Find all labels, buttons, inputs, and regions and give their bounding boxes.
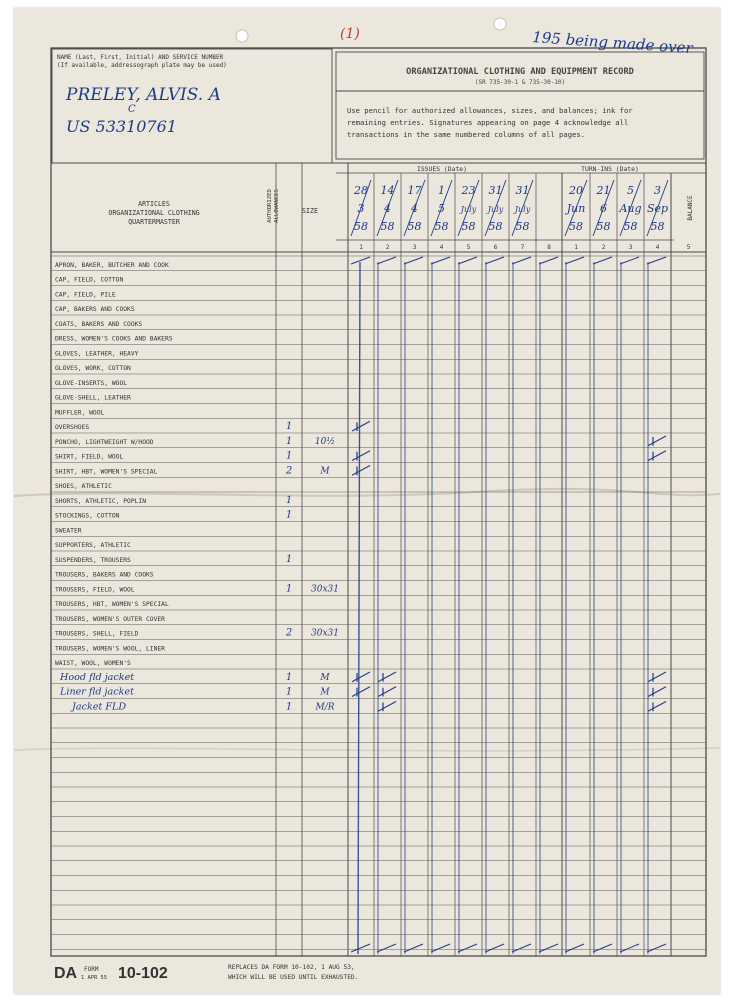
date-part: 4 [411, 202, 418, 215]
allowance-value: 1 [285, 450, 293, 462]
turnin-ink-tick [620, 944, 639, 952]
article-row-label: GLOVE-INSERTS, WOOL [55, 379, 128, 387]
allowance-value: 1 [285, 494, 293, 506]
issue-date-3 [404, 180, 425, 236]
size-value: M [320, 466, 330, 477]
issue-ink-tick [539, 257, 558, 264]
date-entries [351, 180, 668, 236]
issue-ink-tick [404, 257, 423, 264]
date-part: July [460, 205, 477, 214]
instruction-line-2: remaining entries. Signatures appearing on page 4 acknowledge all [347, 118, 629, 127]
date-part: 31 [488, 184, 503, 197]
articles-header-line-1: ARTICLES [138, 200, 170, 208]
turnin-ink-tick [593, 944, 612, 952]
turnin-ink-tick [565, 257, 584, 264]
punch-hole-left [236, 30, 248, 42]
issue-ink-tick [512, 257, 531, 264]
turnin-tally-mark [648, 436, 666, 446]
issue-ink-tick [431, 944, 450, 952]
ink-marks [351, 257, 666, 954]
turnins-header: TURN-INS (Date) [581, 165, 639, 173]
article-row-label: OVERSHOES [55, 424, 90, 431]
issue-ink-tick [539, 944, 558, 952]
fold-crease-lower [14, 748, 720, 751]
issue-column-number: 6 [493, 244, 498, 251]
date-part: 28 [354, 184, 368, 197]
article-row-label: CAP, FIELD, COTTON [55, 276, 124, 284]
date-part: 3 [357, 202, 365, 215]
size-header: SIZE [302, 207, 318, 215]
article-row-label: TROUSERS, HBT, WOMEN'S SPECIAL [55, 601, 169, 608]
article-row-label: SWEATER [55, 527, 82, 535]
article-row-label: SHOES, ATHLETIC [55, 483, 112, 490]
date-part: 58 [650, 220, 665, 233]
date-part: 31 [515, 184, 530, 197]
allowance-value: 1 [285, 421, 293, 432]
date-part: 4 [384, 202, 391, 215]
article-row-label: GLOVES, WORK, COTTON [55, 365, 131, 372]
turnin-tally-mark [648, 672, 666, 682]
date-part: 58 [407, 220, 422, 233]
issue-ink-tick [351, 944, 370, 952]
article-row-label: TROUSERS, FIELD, WOOL [55, 586, 135, 594]
allowance-value: 1 [285, 435, 293, 447]
form-number: 10-102 [118, 965, 168, 982]
turnin-column-number: 2 [601, 244, 606, 251]
date-part: 58 [623, 220, 638, 233]
article-row-label: CAP, FIELD, PILE [55, 291, 116, 299]
issue-column-number: 5 [466, 244, 471, 251]
form-prefix: DA [54, 965, 78, 982]
article-row-label: Hood fld jacket [60, 671, 135, 683]
issue-ink-line [358, 262, 360, 954]
issue-column-number: 4 [439, 244, 444, 251]
column-numbers [359, 244, 691, 251]
size-value: M/R [315, 702, 335, 713]
article-row-label: GLOVES, LEATHER, HEAVY [55, 350, 139, 358]
fold-crease [14, 489, 720, 496]
issue-tally-mark [378, 702, 396, 712]
issue-ink-tick [404, 944, 423, 952]
articles-header-line-3: QUARTERMASTER [128, 218, 180, 226]
issue-tally-mark [378, 687, 396, 697]
replaces-line-2: WHICH WILL BE USED UNTIL EXHAUSTED. [228, 974, 359, 981]
issue-tally-mark [352, 687, 370, 697]
article-row-label: TROUSERS, SHELL, FIELD [55, 630, 139, 638]
date-part: Sep [646, 202, 669, 215]
issue-column-number: 7 [520, 244, 525, 251]
date-part: 58 [596, 220, 611, 233]
date-part: 58 [569, 220, 583, 233]
article-row-label: SHIRT, FIELD, WOOL [55, 453, 124, 461]
date-part: 1 [438, 184, 445, 197]
allowance-value: 2 [285, 465, 293, 477]
turnin-ink-tick [647, 944, 666, 952]
turnin-ink-tick [620, 257, 639, 264]
allowance-value: 2 [285, 627, 293, 639]
article-row-label: CAP, BAKERS AND COOKS [55, 306, 135, 313]
form-reference: (SR 735-30-1 & 735-30-10) [474, 79, 566, 86]
date-part: 5 [438, 202, 445, 215]
name-note: (If available, addressograph plate may be used) [57, 62, 227, 69]
allowances-header-line-2: ALLOWANCES [274, 189, 280, 223]
issue-ink-tick [377, 257, 396, 264]
issue-tally-mark [352, 466, 370, 476]
page-number-mark: (1) [340, 26, 360, 42]
date-part: 5 [627, 184, 634, 197]
turnin-tally-mark [648, 702, 666, 712]
issue-ink-tick [377, 944, 396, 952]
article-row-label: STOCKINGS, COTTON [55, 512, 120, 520]
article-row-label: PONCHO, LIGHTWEIGHT W/HOOD [55, 438, 154, 446]
instruction-line-1: Use pencil for authorized allowances, sizes, and balances; ink for [347, 106, 633, 115]
issue-column-number: 3 [412, 244, 417, 251]
article-row-label: TROUSERS, WOMEN'S WOOL, LINER [55, 645, 165, 653]
issue-ink-tick [431, 257, 450, 264]
date-part: Aug [619, 202, 642, 215]
allowance-value: 1 [285, 686, 293, 698]
issue-ink-tick [458, 257, 477, 264]
article-row-label: SHIRT, HBT, WOMEN'S SPECIAL [55, 468, 158, 476]
turnin-ink-tick [593, 257, 612, 264]
issue-date-2 [377, 180, 398, 236]
allowance-value: 1 [285, 701, 293, 713]
article-row-label: SUSPENDERS, TROUSERS [55, 556, 131, 564]
article-row-label: SUPPORTERS, ATHLETIC [55, 542, 131, 549]
article-row-label: TROUSERS, BAKERS AND COOKS [55, 571, 154, 579]
turnin-column-number: 4 [655, 244, 660, 251]
punch-hole-right [494, 18, 506, 30]
date-part: 58 [488, 220, 503, 233]
date-part: 58 [461, 220, 476, 233]
size-value: 30x31 [311, 584, 339, 595]
form-word: FORM [84, 966, 99, 973]
issue-date-5 [458, 180, 479, 236]
date-part: 17 [407, 184, 422, 197]
turnin-date-1 [565, 180, 587, 236]
issue-date-7 [512, 180, 533, 236]
balance-header: BALANCE [687, 195, 694, 221]
clothing-record-form [14, 8, 720, 994]
ledger-grid [51, 163, 706, 956]
form-date: 1 APR 55 [81, 975, 107, 981]
turnin-column-number: 1 [574, 244, 578, 251]
allowance-value: 1 [285, 509, 293, 521]
turnin-tally-mark [648, 451, 666, 461]
date-part: 14 [380, 184, 395, 197]
allowances-header-line-1: AUTHORIZED [267, 189, 273, 223]
handwritten-service-number: US 53310761 [66, 117, 177, 136]
date-part: Jun [566, 202, 586, 215]
size-value: 30x31 [311, 628, 339, 639]
instruction-line-3: transactions in the same numbered columns of all pages. [347, 130, 585, 139]
date-part: 58 [515, 220, 530, 233]
issue-tally-mark [352, 672, 370, 682]
turnin-ink-tick [647, 257, 666, 264]
article-row-label: GLOVE-SHELL, LEATHER [55, 394, 131, 402]
turnin-date-2 [593, 180, 614, 236]
issue-ink-tick [485, 944, 504, 952]
name-label: NAME (Last, First, Initial) AND SERVICE NUMBER [57, 54, 224, 61]
issue-tally-mark [352, 421, 370, 431]
date-part: 58 [354, 220, 368, 233]
issue-column-number: 2 [385, 244, 390, 251]
date-part: 20 [569, 184, 583, 197]
issue-date-1 [351, 180, 371, 236]
issue-date-6 [485, 180, 506, 236]
article-row-label: APRON, BAKER, BUTCHER AND COOK [55, 261, 169, 269]
replaces-line-1: REPLACES DA FORM 10-102, 1 AUG 53, [228, 964, 355, 971]
article-row-label: TROUSERS, WOMEN'S OUTER COVER [55, 615, 165, 623]
allowance-value: 1 [285, 553, 293, 565]
handwritten-name-initial: C [128, 104, 136, 115]
turnin-column-number: 5 [686, 244, 691, 251]
date-part: July [514, 205, 531, 214]
date-part: 21 [596, 184, 611, 197]
article-row-label: WAIST, WOOL, WOMEN'S [55, 660, 131, 667]
top-handwritten-note: 195 being made over [531, 28, 694, 58]
size-value: M [320, 687, 330, 698]
article-row-label: COATS, BAKERS AND COOKS [55, 320, 143, 328]
issue-column-number: 8 [547, 244, 551, 251]
turnin-tally-mark [648, 687, 666, 697]
article-row-label: MUFFLER, WOOL [55, 409, 105, 417]
turnin-column-number: 3 [628, 244, 633, 251]
form-sheet [14, 8, 720, 994]
date-part: July [487, 205, 504, 214]
issue-tally-mark [352, 451, 370, 461]
turnin-date-3 [618, 180, 641, 236]
allowance-value: 1 [285, 671, 293, 683]
issue-date-4 [431, 180, 452, 236]
articles-header-line-2: ORGANIZATIONAL CLOTHING [108, 209, 200, 217]
allowance-value: 1 [285, 583, 293, 595]
article-row-label: Liner fld jacket [60, 686, 134, 698]
issues-header: ISSUES (Date) [416, 165, 468, 173]
article-list [55, 262, 339, 713]
date-part: 58 [434, 220, 449, 233]
size-value: 10½ [314, 436, 336, 447]
issue-ink-tick [512, 944, 531, 952]
date-part: 23 [461, 184, 476, 197]
turnin-ink-tick [565, 944, 584, 952]
form-title: ORGANIZATIONAL CLOTHING AND EQUIPMENT RECORD [406, 67, 634, 77]
article-row-label: Jacket FLD [72, 701, 127, 713]
issue-ink-tick [458, 944, 477, 952]
handwritten-name: PRELEY, ALVIS. A [66, 85, 221, 105]
issue-column-number: 1 [359, 244, 363, 251]
article-row-label: DRESS, WOMEN'S COOKS AND BAKERS [55, 335, 173, 343]
issue-ink-tick [485, 257, 504, 264]
turnin-date-4 [647, 180, 668, 236]
issue-tally-mark [378, 672, 396, 682]
date-part: 3 [654, 184, 661, 197]
article-row-label: SHORTS, ATHLETIC, POPLIN [55, 497, 146, 505]
size-value: M [320, 672, 330, 683]
date-part: 58 [380, 220, 395, 233]
date-part: 6 [600, 202, 607, 215]
